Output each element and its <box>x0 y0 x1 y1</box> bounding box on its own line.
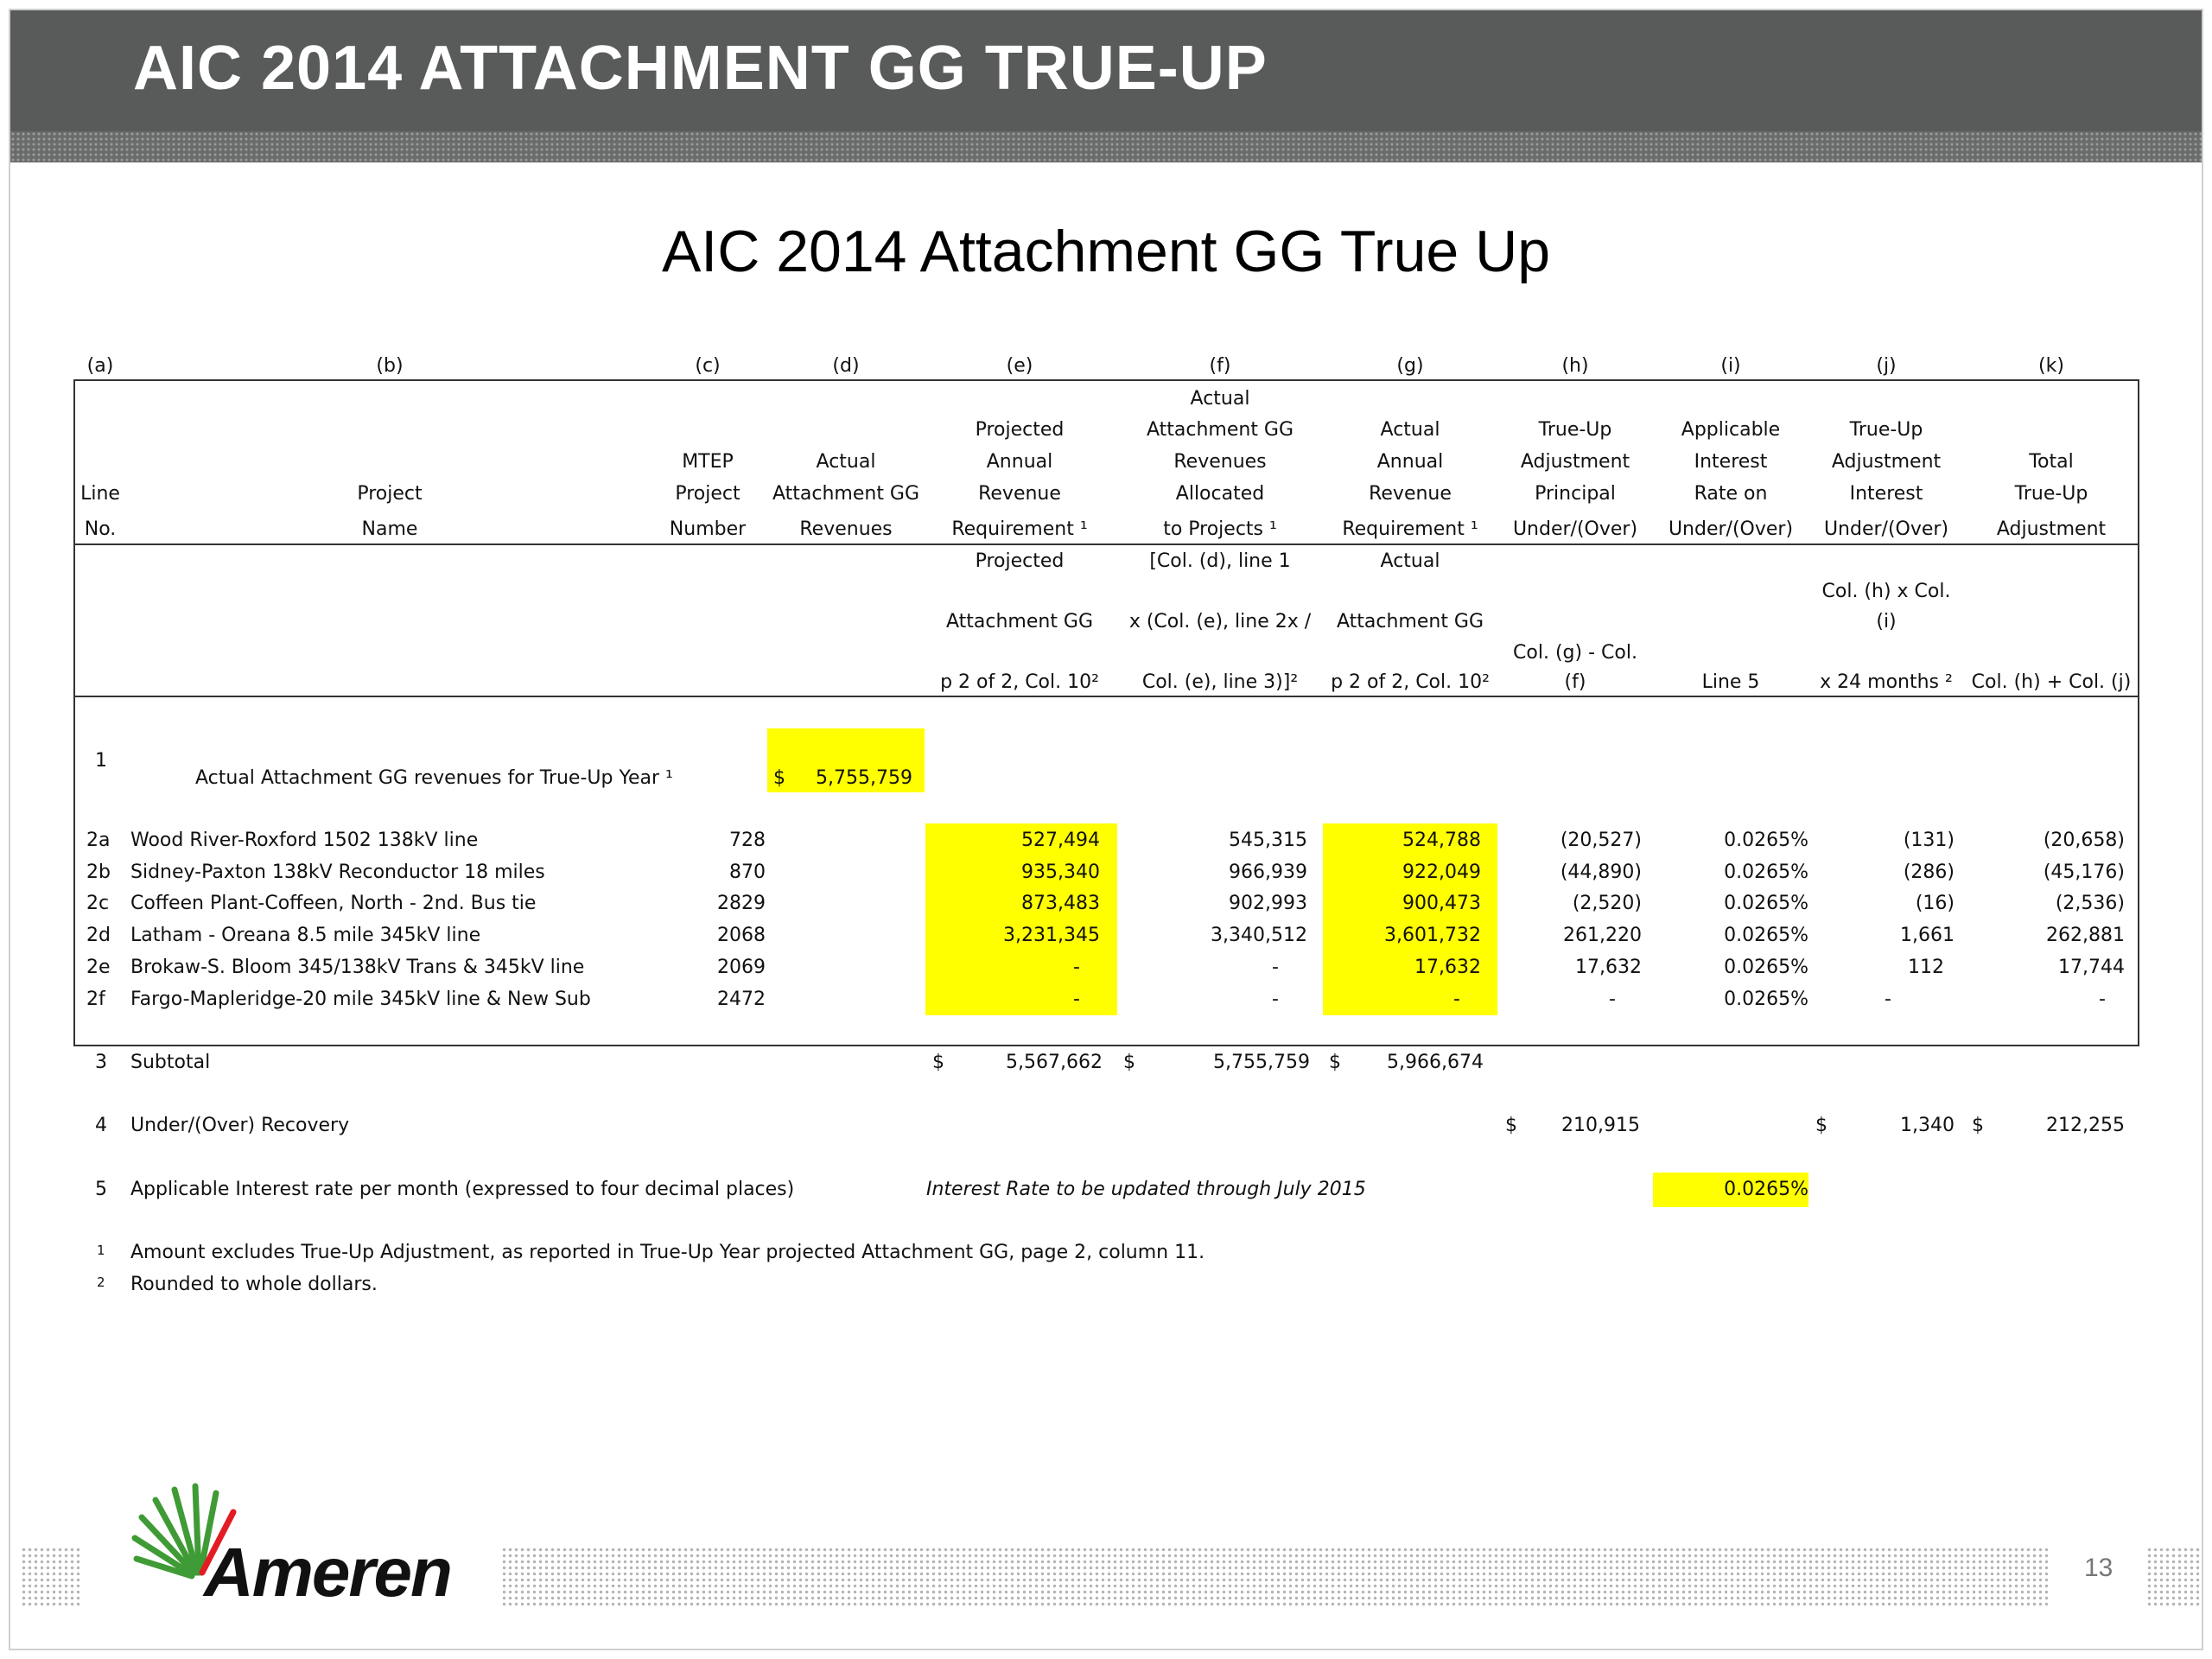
col-d-header-2: Attachment GG <box>772 483 920 505</box>
col-g-header-3: Revenue <box>1369 483 1452 505</box>
table-right-border <box>2138 379 2139 1046</box>
formula-j-3: x 24 months ² <box>1820 671 1953 693</box>
row-project-name: Coffeen Plant-Coffeen, North - 2nd. Bus tie <box>130 893 537 914</box>
col-j-header-3: Interest <box>1849 483 1923 505</box>
header-title: AIC 2014 ATTACHMENT GG TRUE-UP <box>133 34 1268 103</box>
row-i: 0.0265% <box>1724 988 1808 1010</box>
footnote-2-text: Rounded to whole dollars. <box>130 1274 378 1295</box>
col-g-header-2: Annual <box>1376 451 1444 473</box>
ameren-wordmark: Ameren <box>204 1534 451 1611</box>
table-left-border <box>73 379 75 1046</box>
row-mtep: 2069 <box>717 957 766 978</box>
formula-f-1: [Col. (d), line 1 <box>1149 550 1291 572</box>
row-i: 0.0265% <box>1724 893 1808 914</box>
line1-value: 5,755,759 <box>816 767 912 789</box>
footnote-1-mark-text: 1 <box>97 1243 105 1258</box>
row-h: - <box>1609 988 1616 1010</box>
footnote-2-mark-text: 2 <box>97 1274 105 1290</box>
row-mtep: 2068 <box>717 925 766 946</box>
recovery-k-currency: $ <box>1972 1115 1984 1136</box>
col-letter-k: (k) <box>2038 355 2064 377</box>
col-i-header-4: Under/(Over) <box>1668 518 1794 540</box>
col-k-header-3: Adjustment <box>1996 518 2107 540</box>
col-a-header-2: No. <box>84 518 117 540</box>
col-i-header-2: Interest <box>1694 451 1768 473</box>
row-f: - <box>1272 957 1279 978</box>
row-h: 17,632 <box>1575 957 1642 978</box>
col-letter-j: (j) <box>1876 355 1897 377</box>
subtotal-label: Subtotal <box>130 1052 211 1073</box>
formula-h-1: Col. (g) - Col. <box>1513 642 1637 664</box>
recovery-h-currency: $ <box>1505 1115 1517 1136</box>
recovery-line: 4 <box>95 1115 107 1136</box>
row-e: 527,494 <box>1021 830 1100 851</box>
row-j: (131) <box>1903 830 1955 851</box>
subtotal-g-currency: $ <box>1329 1052 1341 1073</box>
formula-h-2: (f) <box>1564 671 1586 693</box>
recovery-k: 212,255 <box>2046 1115 2125 1136</box>
row-e: - <box>1073 957 1080 978</box>
col-i-header-3: Rate on <box>1694 483 1768 505</box>
row-g: 922,049 <box>1402 861 1481 883</box>
col-g-header-1: Actual <box>1380 419 1440 441</box>
col-a-header-1: Line <box>80 483 120 505</box>
row-k: 262,881 <box>2046 925 2125 946</box>
row-line: 2f <box>86 988 105 1010</box>
formula-i-1: Line 5 <box>1701 671 1760 693</box>
col-c-header-2: Project <box>675 483 741 505</box>
row-j: (16) <box>1915 893 1955 914</box>
formula-e-3: p 2 of 2, Col. 10² <box>940 671 1099 693</box>
col-letter-d: (d) <box>832 355 860 377</box>
interest-note: Interest Rate to be updated through July 2015 <box>926 1179 1366 1200</box>
col-letter-i: (i) <box>1720 355 1741 377</box>
highlight-col-g <box>1323 823 1497 1015</box>
formula-j-1: Col. (h) x Col. <box>1821 581 1951 602</box>
recovery-h: 210,915 <box>1561 1115 1640 1136</box>
row-k: (20,658) <box>2043 830 2125 851</box>
col-letter-c: (c) <box>695 355 721 377</box>
formula-divider <box>73 696 2139 697</box>
row-i: 0.0265% <box>1724 830 1808 851</box>
formula-e-2: Attachment GG <box>945 611 1094 632</box>
formula-f-3: Col. (e), line 3)]² <box>1141 671 1299 693</box>
col-e-header-2: Annual <box>986 451 1053 473</box>
subtotal-g: 5,966,674 <box>1387 1052 1484 1073</box>
bottom-dots-middle <box>501 1547 2048 1607</box>
recovery-j: 1,340 <box>1900 1115 1955 1136</box>
bottom-dots-left <box>21 1547 81 1607</box>
row-g: 3,601,732 <box>1384 925 1481 946</box>
formula-k-1: Col. (h) + Col. (j) <box>1971 671 2132 693</box>
col-j-header-1: True-Up <box>1849 419 1923 441</box>
bottom-dots-right <box>2146 1547 2200 1607</box>
col-j-header-4: Under/(Over) <box>1823 518 1949 540</box>
subtotal-f: 5,755,759 <box>1213 1052 1310 1073</box>
row-project-name: Wood River-Roxford 1502 138kV line <box>130 830 479 851</box>
row-f: 545,315 <box>1229 830 1307 851</box>
col-h-header-1: True-Up <box>1538 419 1612 441</box>
col-j-header-2: Adjustment <box>1831 451 1942 473</box>
formula-g-1: Actual <box>1380 550 1440 572</box>
row-mtep: 2829 <box>717 893 766 914</box>
footnote-2-mark <box>97 1271 105 1294</box>
formula-f-2: x (Col. (e), line 2x / <box>1128 611 1312 632</box>
col-f-header-1: Actual <box>1190 388 1250 410</box>
col-h-header-3: Principal <box>1535 483 1616 505</box>
col-letter-b: (b) <box>376 355 404 377</box>
subtotal-e-currency: $ <box>932 1052 944 1073</box>
row-k: 17,744 <box>2058 957 2125 978</box>
col-f-header-2: Attachment GG <box>1146 419 1294 441</box>
col-g-header-4: Requirement ¹ <box>1342 518 1478 540</box>
row-e: 3,231,345 <box>1003 925 1100 946</box>
row-i: 0.0265% <box>1724 925 1808 946</box>
col-h-header-4: Under/(Over) <box>1512 518 1638 540</box>
row-f: 966,939 <box>1229 861 1307 883</box>
col-letter-e: (e) <box>1006 355 1033 377</box>
recovery-label: Under/(Over) Recovery <box>130 1115 350 1136</box>
col-b-header-2: Name <box>361 518 418 540</box>
row-line: 2b <box>86 861 111 883</box>
col-letter-a: (a) <box>86 355 114 377</box>
row-j: - <box>1885 988 1891 1010</box>
row-i: 0.0265% <box>1724 957 1808 978</box>
row-g: 17,632 <box>1414 957 1481 978</box>
table-top-border <box>73 379 2139 381</box>
formula-g-3: p 2 of 2, Col. 10² <box>1331 671 1490 693</box>
row-project-name: Fargo-Mapleridge-20 mile 345kV line & New Sub <box>130 988 591 1010</box>
subtotal-f-currency: $ <box>1123 1052 1135 1073</box>
row-h: 261,220 <box>1563 925 1642 946</box>
interest-label: Applicable Interest rate per month (expressed to four decimal places) <box>130 1179 795 1200</box>
highlight-col-e <box>925 823 1117 1015</box>
row-g: 524,788 <box>1402 830 1481 851</box>
row-f: 3,340,512 <box>1211 925 1307 946</box>
interest-value: 0.0265% <box>1724 1179 1808 1200</box>
col-e-header-1: Projected <box>975 419 1065 441</box>
recovery-j-currency: $ <box>1815 1115 1827 1136</box>
footnote-1-text: Amount excludes True-Up Adjustment, as reported in True-Up Year projected Attachment GG, page 2, column 11. <box>130 1242 1205 1263</box>
formula-g-2: Attachment GG <box>1336 611 1484 632</box>
slide-title: AIC 2014 Attachment GG True Up <box>661 219 1551 284</box>
row-project-name: Sidney-Paxton 138kV Reconductor 18 miles <box>130 861 545 883</box>
row-mtep: 870 <box>729 861 766 883</box>
ameren-logo <box>130 1478 458 1616</box>
subtotal-line: 3 <box>95 1052 107 1073</box>
row-line: 2a <box>86 830 111 851</box>
row-h: (44,890) <box>1560 861 1642 883</box>
row-h: (2,520) <box>1572 893 1642 914</box>
row-g: - <box>1453 988 1460 1010</box>
line1-label: Actual Attachment GG revenues for True-Up Year ¹ <box>195 767 673 789</box>
row-k: (45,176) <box>2043 861 2125 883</box>
row-g: 900,473 <box>1402 893 1481 914</box>
row-j: (286) <box>1903 861 1955 883</box>
line1-currency: $ <box>773 767 785 789</box>
col-d-header-3: Revenues <box>799 518 893 540</box>
footnote-1-mark <box>97 1239 105 1262</box>
formula-j-2: (i) <box>1876 611 1897 632</box>
row-mtep: 728 <box>729 830 766 851</box>
col-h-header-2: Adjustment <box>1520 451 1630 473</box>
subtotal-e: 5,567,662 <box>1006 1052 1103 1073</box>
row-line: 2e <box>86 957 111 978</box>
row-e: - <box>1073 988 1080 1010</box>
row-line: 2d <box>86 925 111 946</box>
col-d-header-1: Actual <box>816 451 876 473</box>
formula-e-1: Projected <box>975 550 1065 572</box>
col-e-header-4: Requirement ¹ <box>951 518 1088 540</box>
col-c-header-1: MTEP <box>682 451 734 473</box>
col-f-header-3: Revenues <box>1173 451 1267 473</box>
row-f: 902,993 <box>1229 893 1307 914</box>
col-b-header-1: Project <box>357 483 423 505</box>
col-letter-f: (f) <box>1209 355 1231 377</box>
interest-line: 5 <box>95 1179 107 1200</box>
row-mtep: 2472 <box>717 988 766 1010</box>
col-c-header-3: Number <box>669 518 747 540</box>
col-letter-h: (h) <box>1561 355 1589 377</box>
row-project-name: Brokaw-S. Bloom 345/138kV Trans & 345kV line <box>130 957 585 978</box>
col-e-header-3: Revenue <box>978 483 1061 505</box>
col-i-header-1: Applicable <box>1681 419 1781 441</box>
header-divider <box>73 543 2139 545</box>
row-k: (2,536) <box>2055 893 2125 914</box>
row-f: - <box>1272 988 1279 1010</box>
row-e: 873,483 <box>1021 893 1100 914</box>
row-project-name: Latham - Oreana 8.5 mile 345kV line <box>130 925 481 946</box>
row-e: 935,340 <box>1021 861 1100 883</box>
row-k: - <box>2099 988 2106 1010</box>
row-i: 0.0265% <box>1724 861 1808 883</box>
table-bottom-border <box>73 1045 2139 1046</box>
row-h: (20,527) <box>1560 830 1642 851</box>
page-number: 13 <box>2084 1554 2113 1582</box>
row-line: 2c <box>86 893 110 914</box>
col-letter-g: (g) <box>1396 355 1424 377</box>
col-k-header-1: Total <box>2029 451 2074 473</box>
row-j: 1,661 <box>1900 925 1955 946</box>
col-f-header-4: Allocated <box>1175 483 1265 505</box>
col-k-header-2: True-Up <box>2014 483 2088 505</box>
row-j: 112 <box>1908 957 1944 978</box>
line1-number: 1 <box>95 750 107 772</box>
col-f-header-5: to Projects ¹ <box>1163 518 1277 540</box>
